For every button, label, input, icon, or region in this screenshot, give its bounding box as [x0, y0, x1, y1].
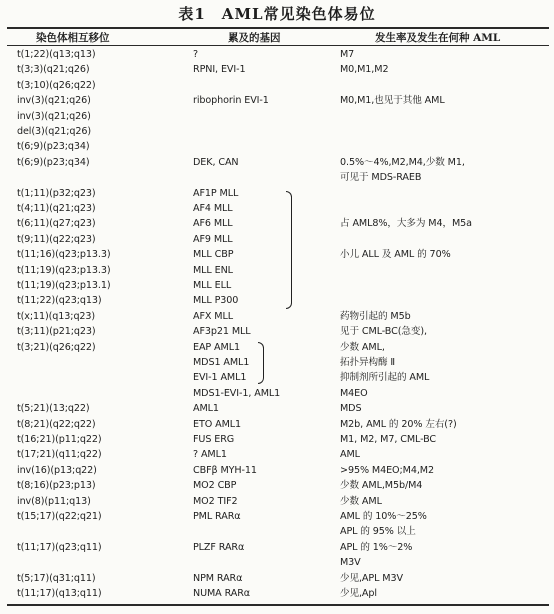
translocation-cell: t(11;16)(q23;p13.3)	[17, 249, 111, 261]
genes-cell: FUS ERG	[193, 434, 235, 445]
genes-cell: NUMA RARα	[193, 588, 251, 599]
genes-cell: AFX MLL	[193, 310, 233, 322]
aml1-group-brace	[258, 342, 264, 384]
translocation-cell: t(11;22)(q23;q13)	[17, 295, 102, 307]
incidence-cell: 抑制剂所引起的 AML	[340, 372, 430, 384]
translocation-cell: t(8;21)(q22;q22)	[17, 418, 96, 430]
genes-cell: CBFβ MYH-11	[193, 464, 257, 476]
incidence-cell: APL 的 95% 以上	[340, 526, 416, 538]
genes-cell: AML1	[193, 403, 219, 415]
translocation-cell: t(11;17)(q23;q11)	[17, 541, 102, 553]
incidence-cell: 少数 AML,M5b/M4	[340, 480, 423, 492]
genes-cell: AF1P MLL	[193, 187, 239, 199]
translocation-cell: t(x;11)(q13;q23)	[17, 310, 96, 322]
genes-cell: MLL ENL	[193, 264, 233, 276]
header-rule	[7, 45, 549, 46]
genes-cell: AF9 MLL	[193, 233, 233, 245]
header-incidence: 发生率及发生在何种 AML	[375, 32, 501, 44]
genes-cell: RPNI, EVI-1	[193, 64, 246, 76]
translocation-cell: t(3;11)(p21;q23)	[17, 326, 96, 338]
translocation-cell: t(8;16)(p23;p13)	[17, 480, 96, 492]
incidence-cell: 见于 CML-BC(急变),	[340, 326, 427, 338]
incidence-cell: AML	[340, 449, 360, 461]
genes-cell: PML RARα	[193, 511, 241, 522]
incidence-cell: 少数 AML	[340, 495, 382, 507]
bottom-rule	[7, 604, 549, 606]
incidence-cell: M0,M1,M2	[340, 64, 389, 76]
genes-cell: AF3p21 MLL	[193, 326, 251, 338]
table-title: 表1 AML常见染色体易位	[178, 5, 376, 23]
translocation-cell: inv(16)(p13;q22)	[17, 464, 97, 476]
translocation-cell: inv(8)(p11;q13)	[17, 495, 91, 507]
genes-cell: DEK, CAN	[193, 156, 239, 168]
incidence-cell: AML 的 10%～25%	[340, 511, 427, 522]
incidence-cell: 0.5%～4%,M2,M4,少数 M1,	[340, 156, 465, 168]
translocation-cell: t(3;10)(q26;q22)	[17, 79, 96, 91]
translocation-cell: inv(3)(q21;q26)	[17, 95, 91, 107]
genes-cell: MDS1 AML1	[193, 357, 250, 368]
header-translocation: 染色体相互移位	[36, 32, 110, 44]
incidence-cell: M0,M1,也见于其他 AML	[340, 95, 445, 107]
genes-cell: ? AML1	[193, 449, 227, 461]
translocation-cell: t(11;19)(q23;p13.1)	[17, 280, 111, 291]
mll-group-brace	[286, 191, 292, 309]
translocation-cell: t(16;21)(p11;q22)	[17, 434, 102, 445]
translocation-cell: t(6;9)(p23;q34)	[17, 156, 90, 168]
incidence-cell: 可见于 MDS-RAEB	[340, 172, 422, 184]
genes-cell: NPM RARα	[193, 572, 243, 584]
incidence-cell: 小儿 ALL 及 AML 的 70%	[340, 249, 451, 261]
incidence-cell: 少见,APL M3V	[340, 572, 403, 584]
genes-cell: ?	[193, 49, 198, 60]
translocation-cell: t(9;11)(q22;q23)	[17, 233, 96, 245]
incidence-cell: 少见,Apl	[340, 588, 377, 599]
translocation-cell: t(5;17)(q31;q11)	[17, 572, 96, 584]
incidence-cell: 拓扑异构酶 Ⅱ	[340, 357, 396, 368]
incidence-cell: M3V	[340, 557, 361, 569]
translocation-cell: t(15;17)(q22;q21)	[17, 511, 102, 522]
translocation-cell: t(1;22)(q13;q13)	[17, 49, 96, 60]
incidence-cell: 少数 AML,	[340, 341, 385, 353]
translocation-cell: inv(3)(q21;q26)	[17, 110, 91, 122]
translocation-cell: t(11;19)(q23;p13.3)	[17, 264, 111, 276]
translocation-cell: t(17;21)(q11;q22)	[17, 449, 102, 461]
incidence-cell: APL 的 1%～2%	[340, 541, 413, 553]
incidence-cell: MDS	[340, 403, 362, 415]
header-genes: 累及的基因	[228, 32, 281, 44]
translocation-cell: t(1;11)(p32;q23)	[17, 187, 96, 199]
translocation-cell: t(6;9)(p23;q34)	[17, 141, 90, 153]
genes-cell: MO2 CBP	[193, 480, 237, 492]
incidence-cell: M7	[340, 49, 355, 60]
incidence-cell: M4EO	[340, 387, 368, 399]
genes-cell: MLL P300	[193, 295, 239, 307]
translocation-cell: t(3;21)(q26;q22)	[17, 341, 96, 353]
genes-cell: MDS1-EVI-1, AML1	[193, 387, 281, 399]
top-rule	[7, 27, 549, 29]
incidence-cell: M1, M2, M7, CML-BC	[340, 434, 437, 445]
genes-cell: EAP AML1	[193, 341, 240, 353]
genes-cell: AF4 MLL	[193, 203, 233, 214]
translocation-cell: t(6;11)(q27;q23)	[17, 218, 96, 230]
incidence-cell: M2b, AML 的 20% 左右(?)	[340, 418, 457, 430]
genes-cell: PLZF RARα	[193, 541, 245, 553]
genes-cell: MO2 TIF2	[193, 495, 238, 507]
genes-cell: EVI-1 AML1	[193, 372, 247, 384]
incidence-cell: 占 AML8%，大多为 M4，M5a	[340, 218, 472, 230]
translocation-cell: t(5;21)(13;q22)	[17, 403, 90, 415]
incidence-cell: >95% M4EO;M4,M2	[340, 464, 434, 476]
genes-cell: MLL ELL	[193, 280, 232, 291]
genes-cell: ETO AML1	[193, 418, 242, 430]
translocation-cell: t(11;17)(q13;q11)	[17, 588, 102, 599]
genes-cell: ribophorin EVI-1	[193, 95, 269, 107]
translocation-cell: t(3;3)(q21;q26)	[17, 64, 90, 76]
genes-cell: AF6 MLL	[193, 218, 233, 230]
incidence-cell: 药物引起的 M5b	[340, 310, 411, 322]
genes-cell: MLL CBP	[193, 249, 234, 261]
translocation-cell: t(4;11)(q21;q23)	[17, 203, 96, 214]
translocation-cell: del(3)(q21;q26)	[17, 126, 92, 137]
